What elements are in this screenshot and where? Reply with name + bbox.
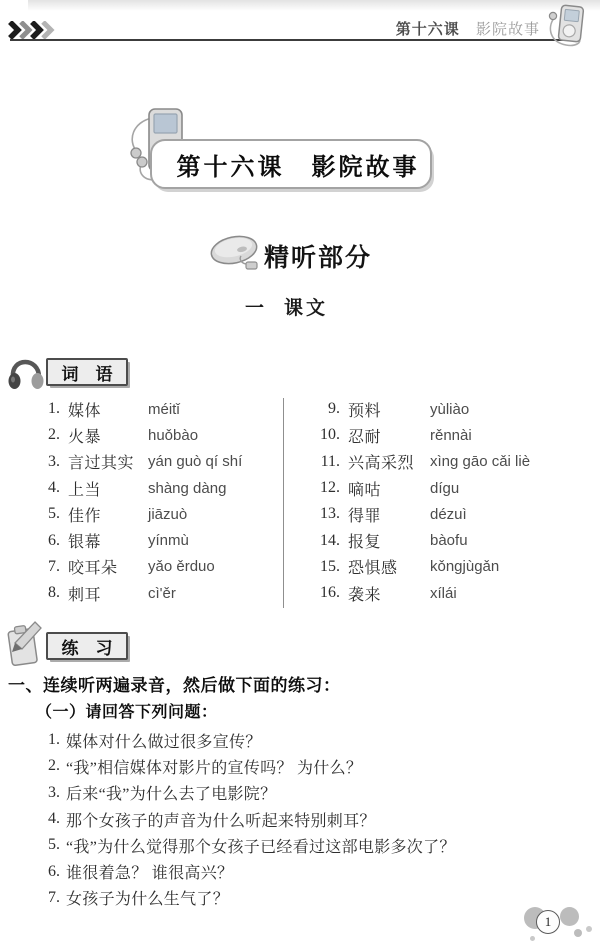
vocab-pinyin: xìng gāo cǎi liè [430, 453, 531, 471]
cd-player-icon [208, 230, 262, 276]
lesson-title: 第十六课 影院故事 [176, 153, 420, 181]
vocab-pinyin: huǒbào [148, 426, 199, 444]
vocab-pinyin: shàng dàng [148, 479, 227, 497]
vocab-pinyin: kǒngjùgǎn [430, 558, 500, 576]
question-number: 7. [48, 888, 60, 906]
vocab-pinyin: dígu [430, 479, 460, 497]
vocab-word: 嘀咕 [348, 481, 382, 499]
vocab-number: 6. [48, 531, 60, 549]
header-chevrons-icon [8, 21, 56, 39]
question-number: 4. [48, 810, 60, 828]
vocab-pinyin: cì'ěr [148, 584, 176, 602]
question-number: 5. [48, 836, 60, 854]
vocab-pinyin: yán guò qí shí [148, 453, 243, 471]
vocab-item [308, 527, 530, 553]
vocab-item [308, 449, 530, 475]
question-text: 后来“我”为什么去了电影院？ [66, 786, 277, 804]
page-number-badge [522, 903, 594, 943]
vocab-word: 咬耳朵 [68, 560, 118, 578]
lesson-title-banner [150, 139, 432, 189]
vocab-word: 言过其实 [68, 455, 135, 473]
decorative-bubble [560, 907, 579, 926]
vocab-number: 1. [48, 400, 60, 418]
column-divider [283, 398, 284, 608]
vocab-item [36, 527, 242, 553]
question-item [40, 780, 456, 806]
vocab-item [36, 580, 242, 606]
vocab-pinyin: méitǐ [148, 400, 180, 418]
decorative-bubble [574, 929, 582, 937]
header-lesson-title: 影院故事 [475, 21, 540, 38]
vocab-number: 4. [48, 479, 60, 497]
vocab-number: 14. [320, 531, 340, 549]
question-text: “我”为什么觉得那个女孩子已经看过这部电影多次了？ [66, 838, 456, 856]
vocab-number: 12. [320, 479, 340, 497]
question-text: 女孩子为什么生气了？ [66, 891, 230, 909]
running-header [396, 18, 540, 39]
vocab-word: 忍耐 [348, 428, 382, 446]
vocab-number: 15. [320, 557, 340, 575]
scan-shading [28, 0, 600, 11]
question-item [40, 753, 456, 779]
question-text: 谁很着急？ 谁很高兴？ [66, 865, 234, 883]
vocab-number: 9. [328, 400, 340, 418]
vocab-item [308, 554, 530, 580]
question-number: 2. [48, 757, 60, 775]
vocab-pinyin: yínmù [148, 532, 189, 550]
subsection-label: 课文 [284, 298, 329, 319]
question-item [40, 806, 456, 832]
vocab-pinyin: yùliào [430, 400, 470, 418]
question-list [40, 727, 456, 911]
question-number: 1. [48, 731, 60, 749]
vocab-pinyin: rěnnài [430, 426, 472, 444]
vocab-item [36, 554, 242, 580]
question-item [40, 858, 456, 884]
vocab-word: 报复 [348, 534, 382, 552]
vocab-number: 13. [320, 505, 340, 523]
vocab-item [308, 396, 530, 422]
vocab-pinyin: jiāzuò [148, 505, 188, 523]
vocab-item [308, 501, 530, 527]
vocab-number: 5. [48, 505, 60, 523]
vocab-word: 媒体 [68, 402, 102, 420]
question-number: 6. [48, 862, 60, 880]
vocab-item [36, 396, 242, 422]
vocab-item [308, 422, 530, 448]
header-lesson-number: 第十六课 [395, 21, 460, 38]
vocab-word: 预料 [348, 402, 382, 420]
vocab-item [36, 422, 242, 448]
pencil-notepad-icon [3, 618, 47, 670]
vocab-pinyin: yǎo ěrduo [148, 558, 215, 576]
vocab-word: 得罪 [348, 507, 382, 525]
question-text: 那个女孩子的声音为什么听起来特别刺耳？ [66, 812, 376, 830]
vocab-item [308, 580, 530, 606]
vocab-pinyin: xílái [430, 584, 457, 602]
vocab-word: 刺耳 [68, 586, 102, 604]
page-number: 1 [536, 910, 560, 934]
vocab-item [36, 475, 242, 501]
subsection-heading-text [245, 293, 328, 320]
subsection-number: 一 [245, 298, 268, 319]
question-text: 媒体对什么做过很多宣传？ [66, 733, 262, 751]
vocab-word: 兴高采烈 [348, 455, 415, 473]
vocab-number: 2. [48, 426, 60, 444]
question-item [40, 885, 456, 911]
vocab-number: 8. [48, 584, 60, 602]
vocab-item [36, 449, 242, 475]
exercise-sub-instruction: （一）请回答下列问题： [36, 704, 218, 721]
vocab-word: 袭来 [348, 586, 382, 604]
mp3-player-icon [544, 1, 588, 49]
exercise-section-label: 练 习 [46, 632, 128, 660]
vocab-word: 恐惧感 [348, 560, 398, 578]
vocab-word: 银幕 [68, 534, 102, 552]
vocab-column-left [36, 396, 242, 606]
vocab-number: 16. [320, 584, 340, 602]
vocab-section-label: 词 语 [46, 358, 128, 386]
vocab-number: 7. [48, 557, 60, 575]
vocab-word: 上当 [68, 481, 102, 499]
question-item [40, 832, 456, 858]
vocab-column-right [308, 396, 530, 606]
decorative-bubble [586, 926, 592, 932]
question-item [40, 727, 456, 753]
decorative-bubble [530, 936, 535, 941]
vocab-pinyin: bàofu [430, 532, 468, 550]
vocab-number: 3. [48, 452, 60, 470]
headphones-icon [5, 349, 47, 395]
vocab-item [36, 501, 242, 527]
vocab-word: 佳作 [68, 507, 102, 525]
vocab-item [308, 475, 530, 501]
vocab-number: 10. [320, 426, 340, 444]
header-rule [10, 39, 570, 41]
question-text: “我”相信媒体对影片的宣传吗？ 为什么？ [66, 759, 363, 777]
question-number: 3. [48, 783, 60, 801]
section-heading-intensive: 精听部分 [264, 244, 373, 272]
vocab-number: 11. [320, 452, 340, 470]
vocab-word: 火暴 [68, 428, 102, 446]
exercise-instruction: 一、连续听两遍录音，然后做下面的练习： [8, 676, 341, 695]
vocab-pinyin: dézuì [430, 505, 467, 523]
